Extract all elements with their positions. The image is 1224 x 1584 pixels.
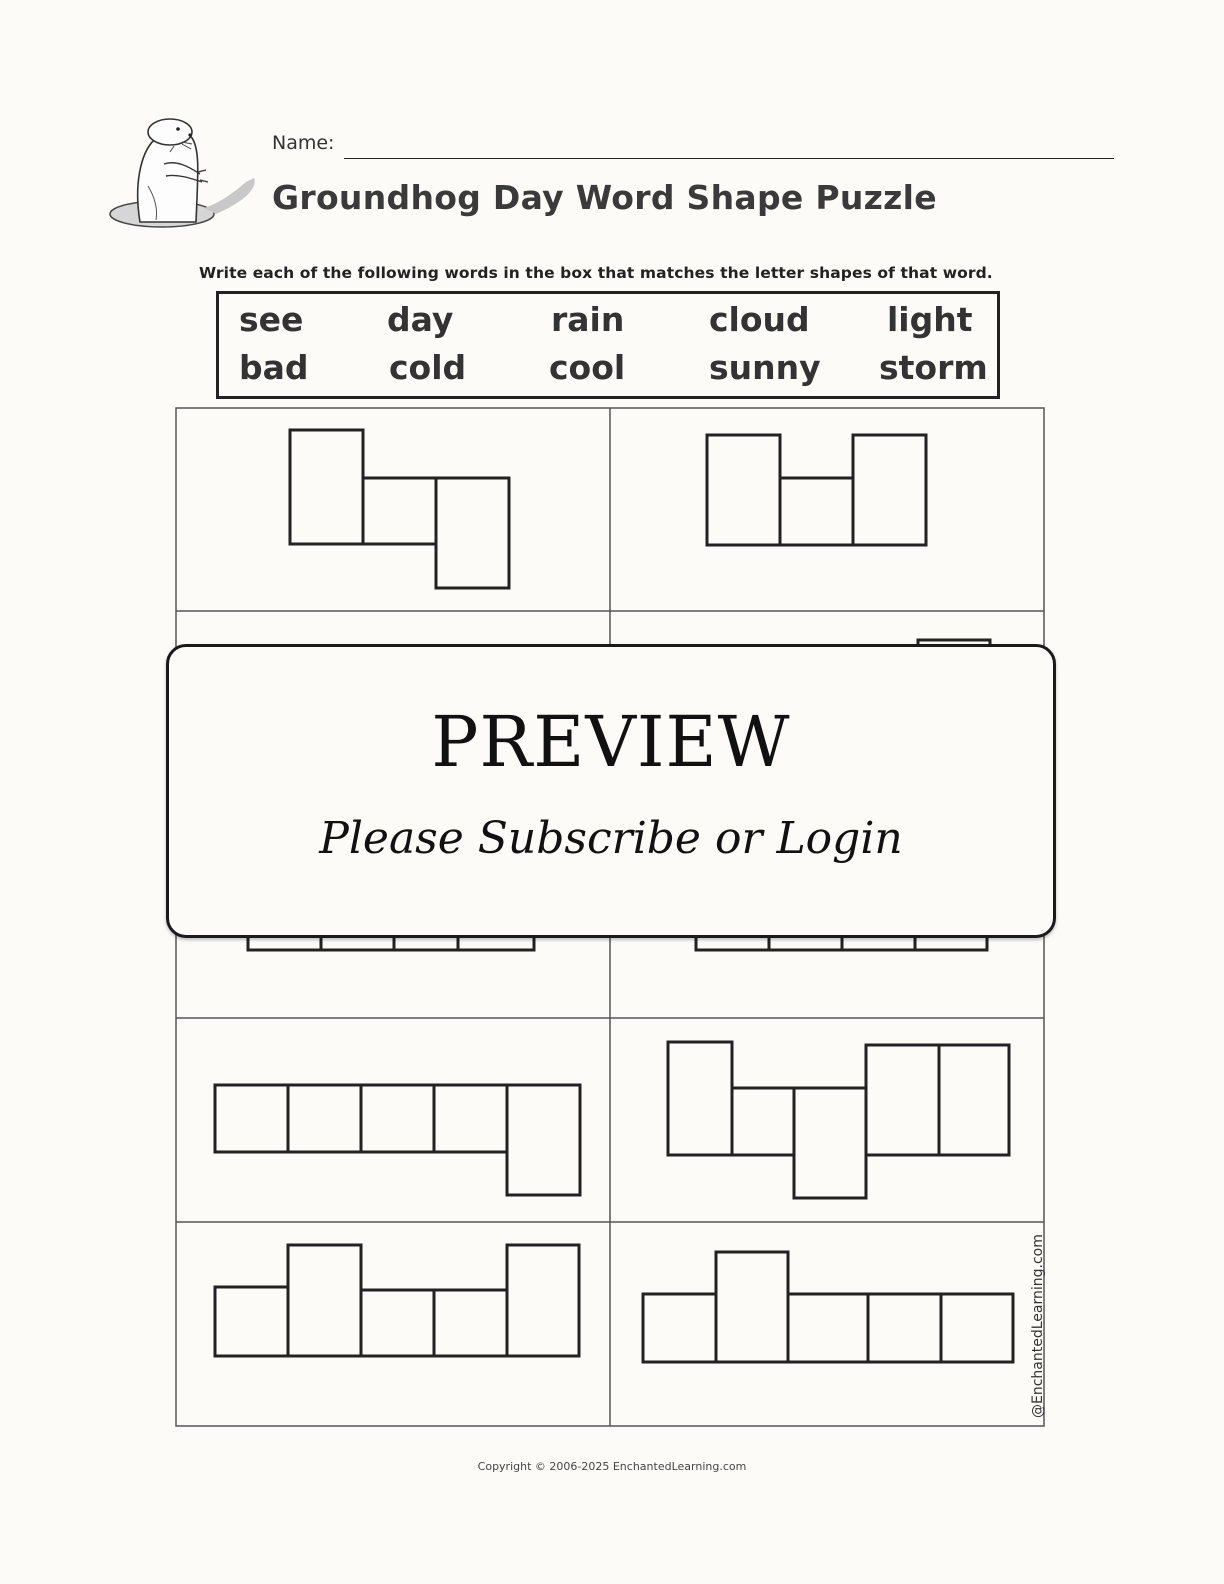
word-shape-cell[interactable] (707, 435, 926, 545)
word-shape-cell[interactable] (290, 430, 509, 588)
word-bank-word: see (239, 300, 304, 339)
word-shape-cell[interactable] (215, 1085, 580, 1195)
word-bank-word: light (887, 300, 973, 339)
word-bank-word: cloud (709, 300, 810, 339)
copyright-footer: Copyright © 2006-2025 EnchantedLearning.com (477, 1460, 747, 1473)
preview-overlay[interactable] (166, 644, 1056, 938)
word-bank-word: storm (879, 348, 988, 387)
side-watermark: @EnchantedLearning.com (1030, 1234, 1046, 1418)
page-title: Groundhog Day Word Shape Puzzle (272, 178, 937, 217)
word-bank-word: bad (239, 348, 309, 387)
word-bank-word: cold (389, 348, 467, 387)
subscribe-login-prompt[interactable]: Please Subscribe or Login (319, 813, 903, 864)
preview-title: PREVIEW (431, 701, 791, 783)
name-label: Name: (272, 132, 335, 154)
word-bank-word: cool (549, 348, 626, 387)
word-bank-word: rain (551, 300, 625, 339)
word-shape-cell[interactable] (643, 1252, 1013, 1362)
word-bank-word: sunny (709, 348, 821, 387)
word-shape-cell[interactable] (668, 1042, 1009, 1198)
word-shape-cell[interactable] (215, 1245, 579, 1356)
word-bank-word: day (387, 300, 454, 339)
instructions-text: Write each of the following words in the box that matches the letter shapes of that word. (199, 264, 993, 282)
